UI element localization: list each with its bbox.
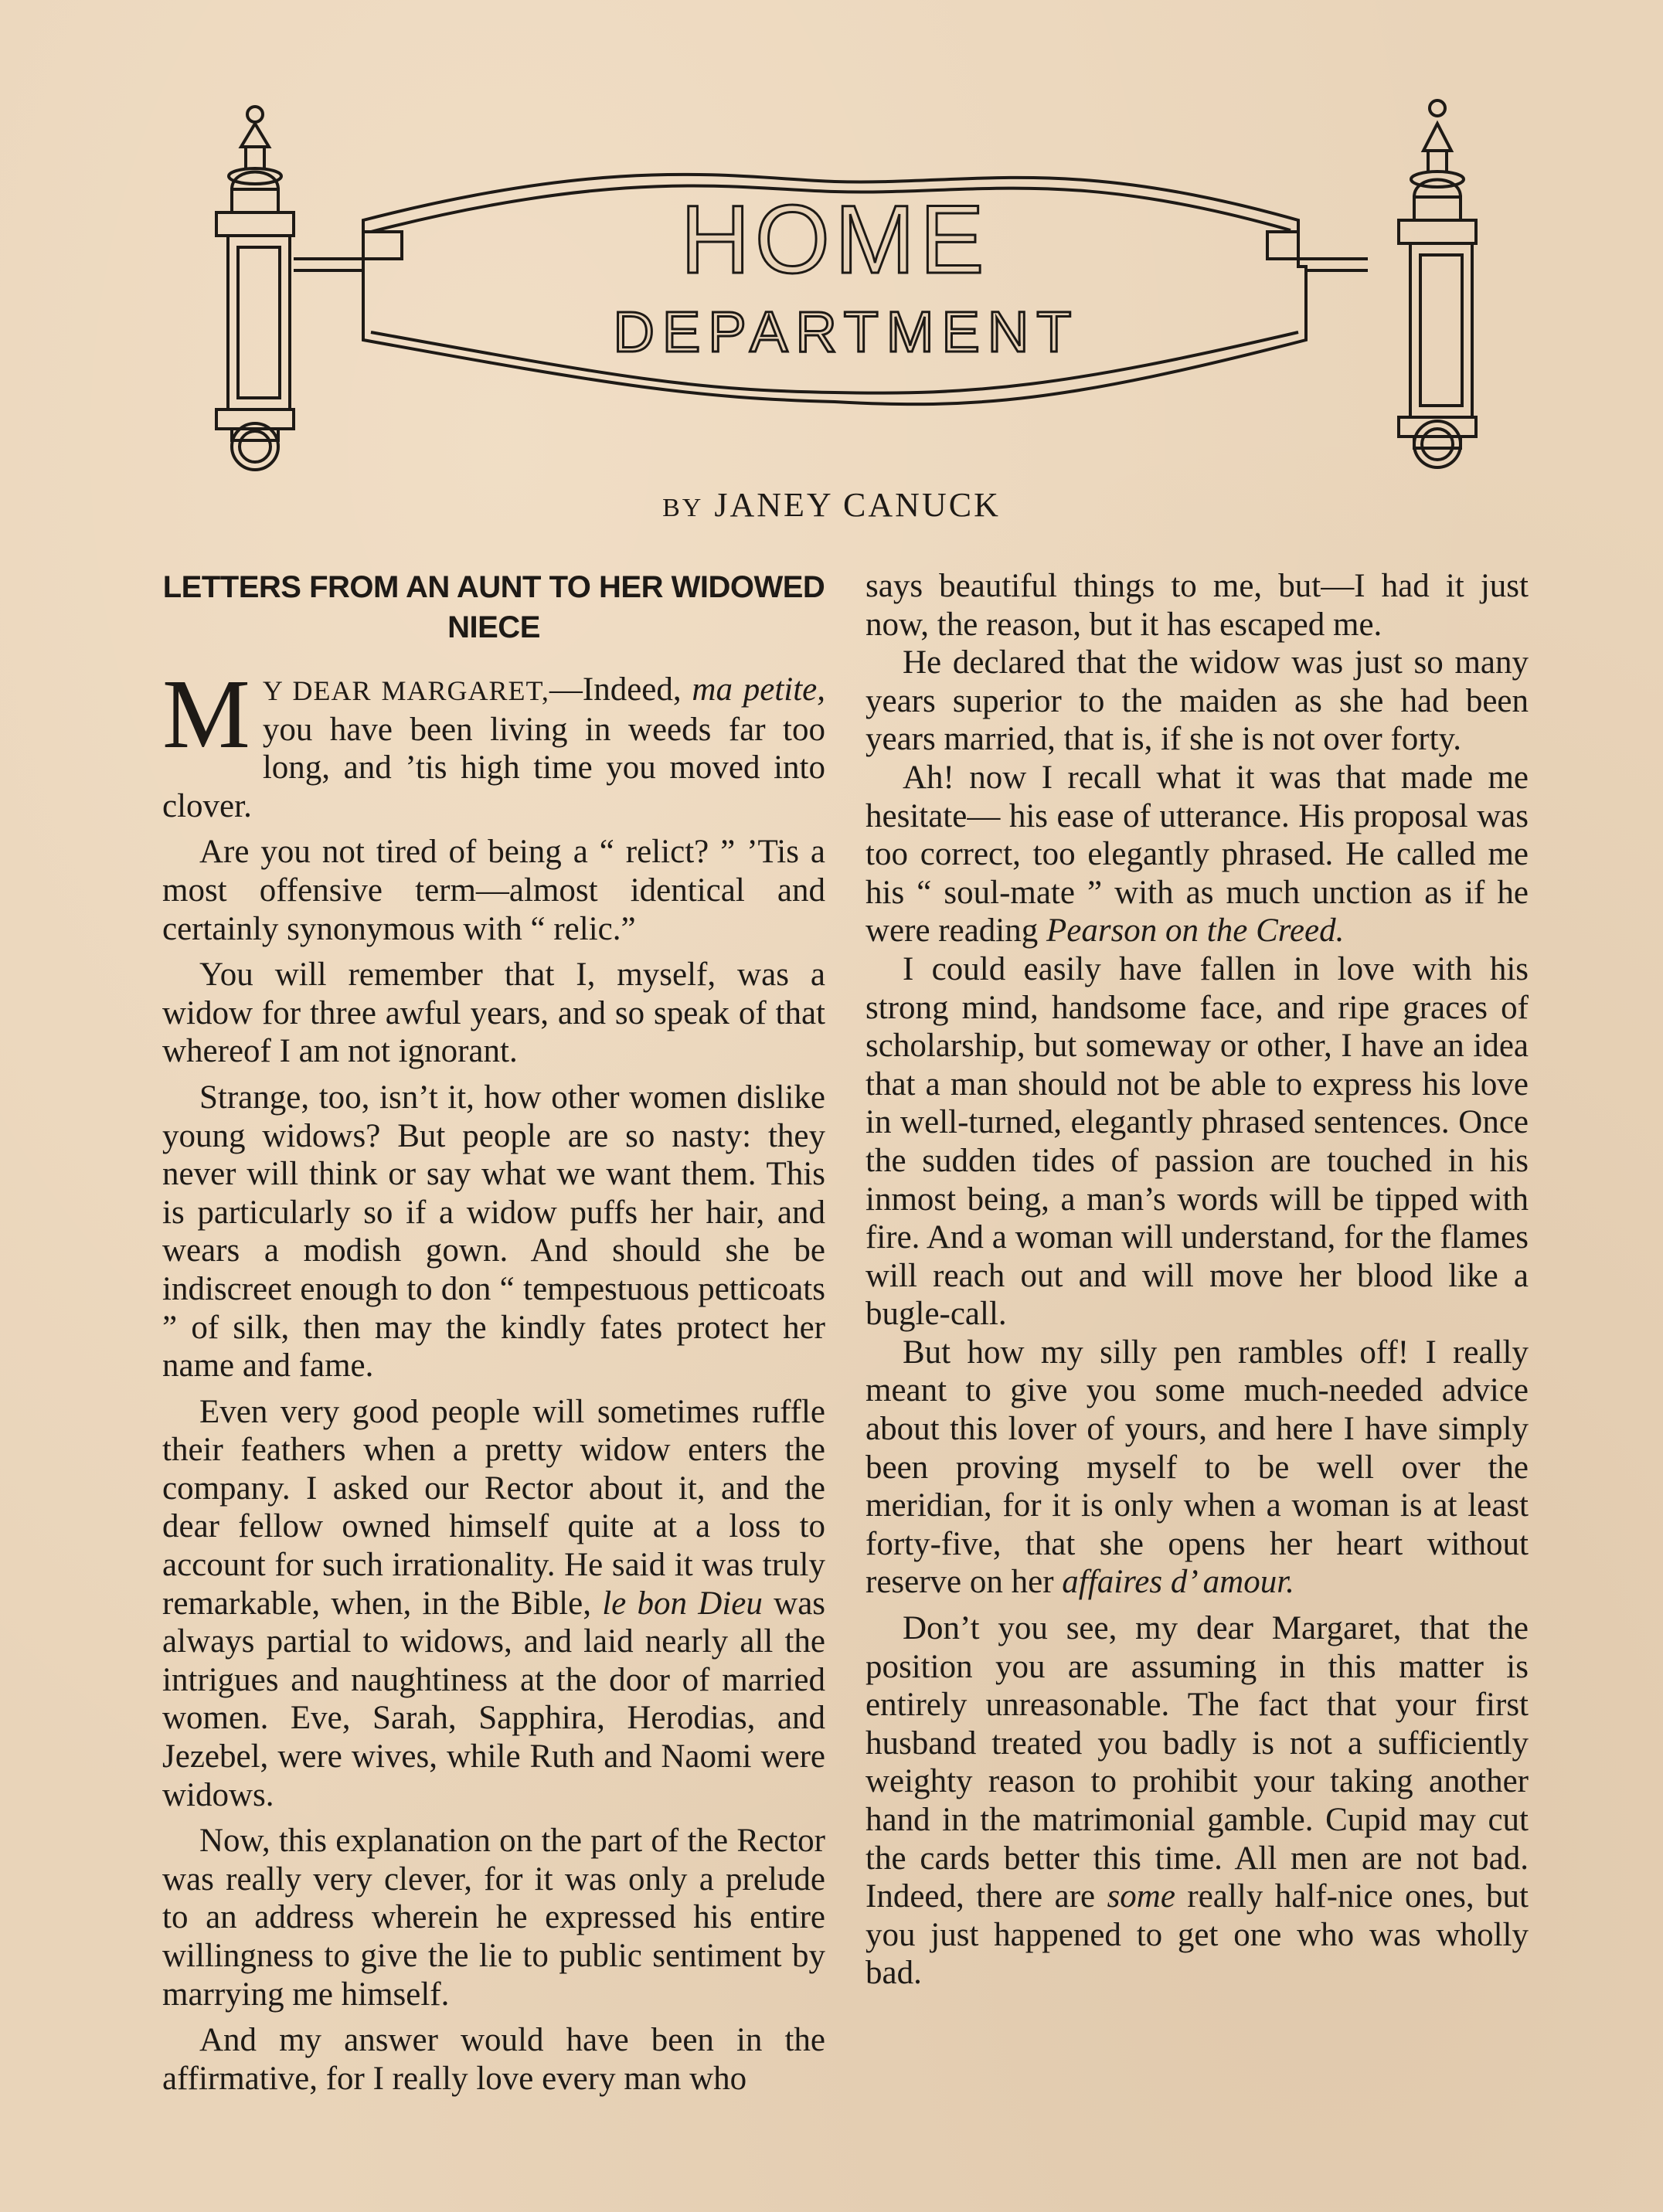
header-title-department: DEPARTMENT	[613, 300, 1080, 364]
paragraph-11: I could easily have fallen in love with his strong mind, handsome face, and ripe graces of scholarship, but someway or other, I have an idea that a man should not be able to express his love in well-turned, elegantly phrased sentences. Once the sudden tides of passion are touched in his inmost being, a man’s words will be tipped with fire. And a woman will understand, for the flames will reach out and will move her blood like a bugle-call.	[866, 950, 1529, 1333]
right-pillar	[1399, 100, 1476, 467]
salutation: Y DEAR MARGARET,	[262, 675, 549, 706]
byline-prefix: BY	[662, 494, 704, 522]
left-pillar	[216, 107, 294, 470]
p13-italic: some	[1107, 1878, 1175, 1915]
p13-text-a: Don’t you see, my dear Margaret, that the position you are assuming in this matter is entirely unreasonable. The fact that your first husband treated you badly is not a sufficiently weighty reason to prohibit your taking another hand in the matrimonial gamble. Cupid may cut the cards better this time. All men are not bad. Indeed, there are	[866, 1610, 1529, 1915]
paragraph-13	[866, 1609, 1529, 1993]
paragraph-9: He declared that the widow was just so many years superior to the maiden as she had been years married, that is, if she is not over forty.	[866, 644, 1529, 758]
paragraph-5	[162, 1393, 825, 1815]
byline-author: JANEY CANUCK	[714, 486, 1001, 524]
column-left	[162, 567, 825, 2098]
byline	[0, 485, 1663, 525]
paragraph-2: Are you not tired of being a “ relict? ” ’Tis a most offensive term—almost identical and certainly synonymous with “ relic.”	[162, 834, 825, 947]
paragraph-8: says beautiful things to me, but—I had it just now, the reason, but it has escaped me.	[866, 568, 1529, 643]
p1-text-a: —Indeed,	[549, 671, 692, 708]
paragraph-12	[866, 1334, 1529, 1602]
p1-italic: ma petite,	[692, 671, 825, 708]
paragraph-10	[866, 759, 1529, 950]
drop-cap: M	[162, 659, 250, 769]
p10-italic: Pearson on the Creed.	[1046, 912, 1345, 950]
paragraph-3: You will remember that I, myself, was a widow for three awful years, and so speak of that whereof I am not ignorant.	[162, 956, 825, 1070]
paragraph-7: And my answer would have been in the affirmative, for I really love every man who	[162, 2022, 825, 2097]
p1-text-b: you have been living in weeds far too long, and ’tis high time you moved into clover.	[162, 711, 825, 824]
p5-italic: le bon Dieu	[602, 1585, 763, 1622]
p5-text-a: Even very good people will sometimes ruffle their feathers when a pretty widow enters the company. I asked our Rector about it, and the dear fellow owned himself quite at a loss to account for such irrationality. He said it was truly remarkable, when, in the Bible,	[162, 1393, 825, 1622]
paragraph-6: Now, this explanation on the part of the Rector was really very clever, for it was only a prelude to an address wherein he expressed his entire willingness to give the lie to public sentiment by marrying me himself.	[162, 1823, 825, 2013]
p13-text-b: really half-nice ones, but you just happened to get one who was wholly bad.	[866, 1878, 1529, 1992]
p12-italic: affaires d’ amour.	[1062, 1564, 1294, 1601]
p5-text-b: was always partial to widows, and laid nearly all the intrigues and naughtiness at the door of married women. Eve, Sarah, Sapphira, Herodias, and Jezebel, were wives, while Ruth and Naomi were widows.	[162, 1585, 826, 1813]
header-title-home: HOME	[680, 186, 989, 294]
column-right	[866, 567, 1529, 1993]
header-ornament	[0, 0, 1663, 494]
article-title: LETTERS FROM AN AUNT TO HER WIDOWED NIECE	[162, 570, 825, 644]
p10-text-a: Ah! now I recall what it was that made me hesitate— his ease of utterance. His proposal was too correct, too elegantly phrased. He called me his “ soul-mate ” with as much unction as if he were reading	[866, 759, 1529, 950]
paragraph-1	[162, 659, 825, 825]
p12-text-a: But how my silly pen rambles off! I really meant to give you some much-needed advice about this lover of yours, and here I have simply been proving myself to be well over the meridian, for it is only when a woman is at least forty-five, that she opens her heart without reserve on her	[866, 1334, 1529, 1601]
paragraph-4: Strange, too, isn’t it, how other women dislike young widows? But people are so nasty: they never will think or say what we want them. This is particularly so if a widow puffs her hair, and wears a modish gown. And should she be indiscreet enough to don “ tempestuous petticoats ” of silk, then may the kindly fates protect her name and fame.	[162, 1079, 825, 1385]
